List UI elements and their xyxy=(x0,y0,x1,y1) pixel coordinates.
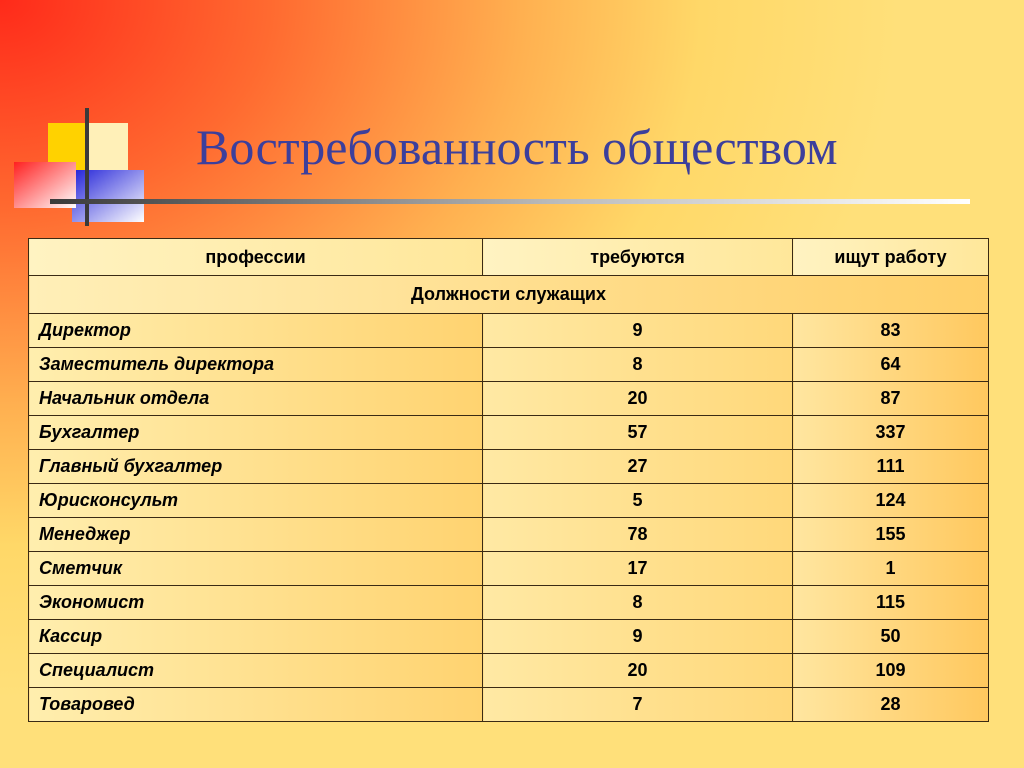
table-row xyxy=(29,348,989,382)
required-count: 9 xyxy=(483,314,793,348)
seeking-count: 83 xyxy=(793,314,989,348)
required-count: 5 xyxy=(483,484,793,518)
profession-name: Товаровед xyxy=(29,688,483,722)
table-row xyxy=(29,654,989,688)
table-row xyxy=(29,552,989,586)
title-underline xyxy=(50,199,970,204)
table-row xyxy=(29,586,989,620)
seeking-count: 109 xyxy=(793,654,989,688)
deco-blue-square xyxy=(72,170,144,222)
slide-title: Востребованность обществом xyxy=(196,119,838,175)
required-count: 57 xyxy=(483,416,793,450)
profession-name: Заместитель директора xyxy=(29,348,483,382)
seeking-count: 111 xyxy=(793,450,989,484)
table-header-row xyxy=(29,239,989,276)
header-professions: профессии xyxy=(29,239,483,276)
required-count: 20 xyxy=(483,654,793,688)
seeking-count: 87 xyxy=(793,382,989,416)
table-row xyxy=(29,518,989,552)
required-count: 7 xyxy=(483,688,793,722)
header-required: требуются xyxy=(483,239,793,276)
required-count: 8 xyxy=(483,348,793,382)
section-row xyxy=(29,276,989,314)
profession-name: Главный бухгалтер xyxy=(29,450,483,484)
profession-name: Директор xyxy=(29,314,483,348)
profession-name: Сметчик xyxy=(29,552,483,586)
required-count: 20 xyxy=(483,382,793,416)
required-count: 78 xyxy=(483,518,793,552)
table-row xyxy=(29,416,989,450)
profession-name: Бухгалтер xyxy=(29,416,483,450)
profession-name: Экономист xyxy=(29,586,483,620)
seeking-count: 50 xyxy=(793,620,989,654)
profession-name: Начальник отдела xyxy=(29,382,483,416)
section-title: Должности служащих xyxy=(29,276,989,314)
seeking-count: 64 xyxy=(793,348,989,382)
seeking-count: 337 xyxy=(793,416,989,450)
professions-table xyxy=(28,238,989,722)
deco-vertical-line xyxy=(85,108,89,226)
required-count: 9 xyxy=(483,620,793,654)
table-row xyxy=(29,382,989,416)
profession-name: Кассир xyxy=(29,620,483,654)
required-count: 17 xyxy=(483,552,793,586)
table-row xyxy=(29,450,989,484)
required-count: 27 xyxy=(483,450,793,484)
deco-white-square xyxy=(86,123,128,173)
table-row xyxy=(29,620,989,654)
table-row xyxy=(29,484,989,518)
required-count: 8 xyxy=(483,586,793,620)
seeking-count: 115 xyxy=(793,586,989,620)
table-row xyxy=(29,314,989,348)
table-row xyxy=(29,688,989,722)
seeking-count: 155 xyxy=(793,518,989,552)
profession-name: Юрисконсульт xyxy=(29,484,483,518)
profession-name: Менеджер xyxy=(29,518,483,552)
seeking-count: 124 xyxy=(793,484,989,518)
header-seeking: ищут работу xyxy=(793,239,989,276)
seeking-count: 1 xyxy=(793,552,989,586)
profession-name: Специалист xyxy=(29,654,483,688)
seeking-count: 28 xyxy=(793,688,989,722)
